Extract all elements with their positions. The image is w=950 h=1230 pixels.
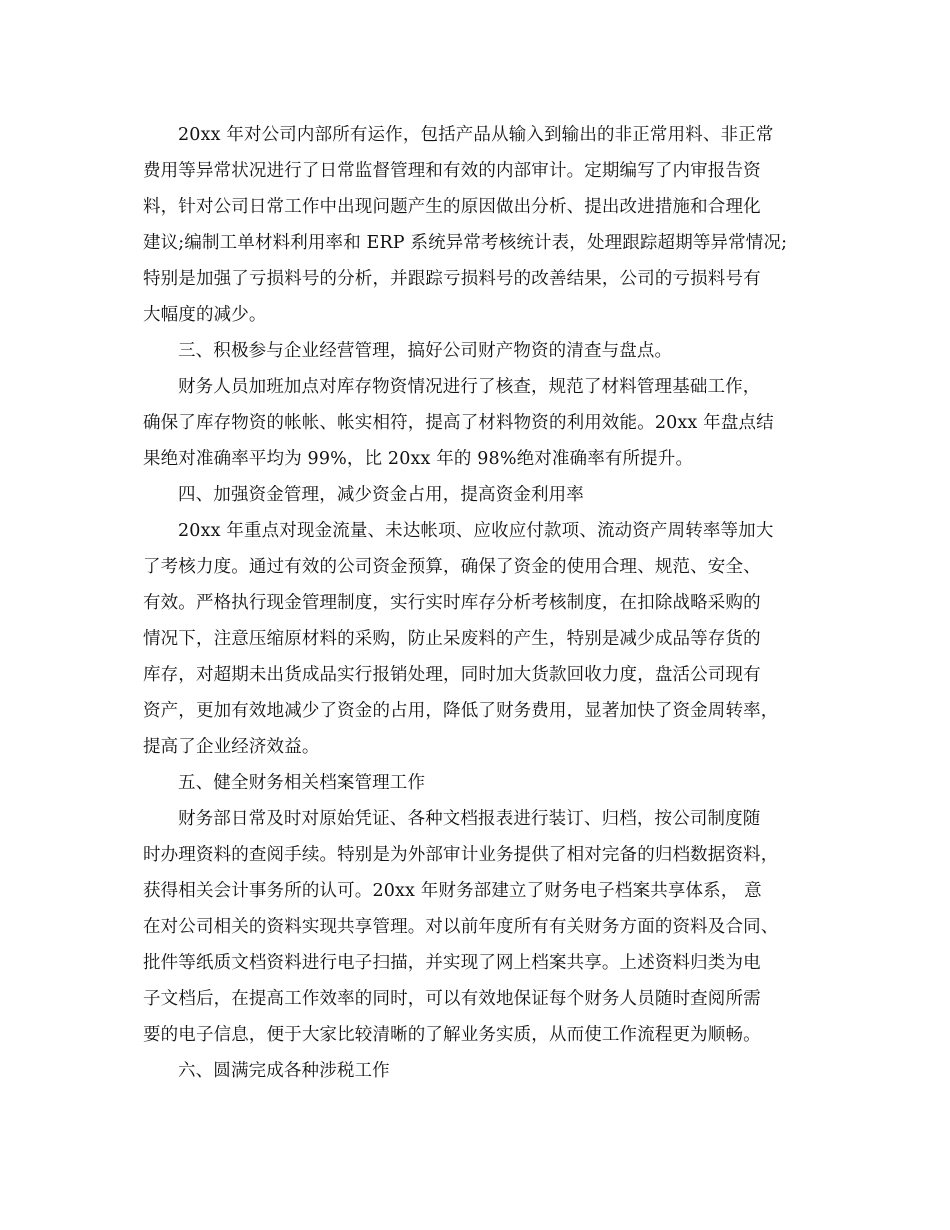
text-line: 批件等纸质文档资料进行电子扫描，并实现了网上档案共享。上述资料归类为电 <box>143 953 761 973</box>
text-line: 20xx 年对公司内部所有运作，包括产品从输入到输出的非正常用料、非正常 <box>178 125 774 145</box>
section-heading <box>143 477 805 513</box>
text-line: 确保了库存物资的帐帐、帐实相符，提高了材料物资的利用效能。20xx 年盘点结 <box>143 413 774 433</box>
text-line: 果绝对准确率平均为 99%，比 20xx 年的 98%绝对准确率有所提升。 <box>143 449 694 469</box>
document-body <box>143 117 805 1089</box>
text-line: 料，针对公司日常工作中出现问题产生的原因做出分析、提出改进措施和合理化 <box>143 197 761 217</box>
section-heading <box>143 333 805 369</box>
section-heading-text: 四、加强资金管理，减少资金占用，提高资金利用率 <box>178 485 584 505</box>
text-line: 时办理资料的查阅手续。特别是为外部审计业务提供了相对完备的归档数据资料， <box>143 845 779 865</box>
text-line: 财务人员加班加点对库存物资情况进行了核查，规范了材料管理基础工作， <box>178 377 761 397</box>
text-line: 获得相关会计事务所的认可。20xx 年财务部建立了财务电子档案共享体系， 意 <box>143 881 762 901</box>
text-line: 大幅度的减少。 <box>143 305 267 325</box>
section-heading <box>143 765 805 801</box>
text-line: 资产，更加有效地减少了资金的占用，降低了财务费用，显著加快了资金周转率， <box>143 701 779 721</box>
text-line: 库存，对超期未出货成品实行报销处理，同时加大货款回收力度，盘活公司现有 <box>143 665 761 685</box>
text-line: 子文档后，在提高工作效率的同时，可以有效地保证每个财务人员随时查阅所需 <box>143 989 761 1009</box>
paragraph-internal-audit <box>143 117 805 333</box>
text-line: 20xx 年重点对现金流量、未达帐项、应收应付款项、流动资产周转率等加大 <box>178 521 774 541</box>
text-line: 有效。严格执行现金管理制度，实行实时库存分析考核制度，在扣除战略采购的 <box>143 593 761 613</box>
section-heading-text: 六、圆满完成各种涉税工作 <box>178 1061 390 1081</box>
text-line: 财务部日常及时对原始凭证、各种文档报表进行装订、归档，按公司制度随 <box>178 809 761 829</box>
text-line: 在对公司相关的资料实现共享管理。对以前年度所有有关财务方面的资料及合同、 <box>143 917 779 937</box>
text-line: 情况下，注意压缩原材料的采购，防止呆废料的产生，特别是减少成品等存货的 <box>143 629 761 649</box>
text-line: 建议;编制工单材料利用率和 ERP 系统异常考核统计表，处理跟踪超期等异常情况; <box>143 233 788 253</box>
text-line: 特别是加强了亏损料号的分析，并跟踪亏损料号的改善结果，公司的亏损料号有 <box>143 269 761 289</box>
text-line: 了考核力度。通过有效的公司资金预算，确保了资金的使用合理、规范、安全、 <box>143 557 761 577</box>
section-heading-text: 三、积极参与企业经营管理，搞好公司财产物资的清查与盘点。 <box>178 341 673 361</box>
text-line: 提高了企业经济效益。 <box>143 737 320 757</box>
paragraph-archive-management <box>143 801 805 1053</box>
paragraph-inventory-check <box>143 369 805 477</box>
paragraph-fund-management <box>143 513 805 765</box>
section-heading-text: 五、健全财务相关档案管理工作 <box>178 773 426 793</box>
text-line: 费用等异常状况进行了日常监督管理和有效的内部审计。定期编写了内审报告资 <box>143 161 761 181</box>
text-line: 要的电子信息，便于大家比较清晰的了解业务实质，从而使工作流程更为顺畅。 <box>143 1025 761 1045</box>
section-heading <box>143 1053 805 1089</box>
